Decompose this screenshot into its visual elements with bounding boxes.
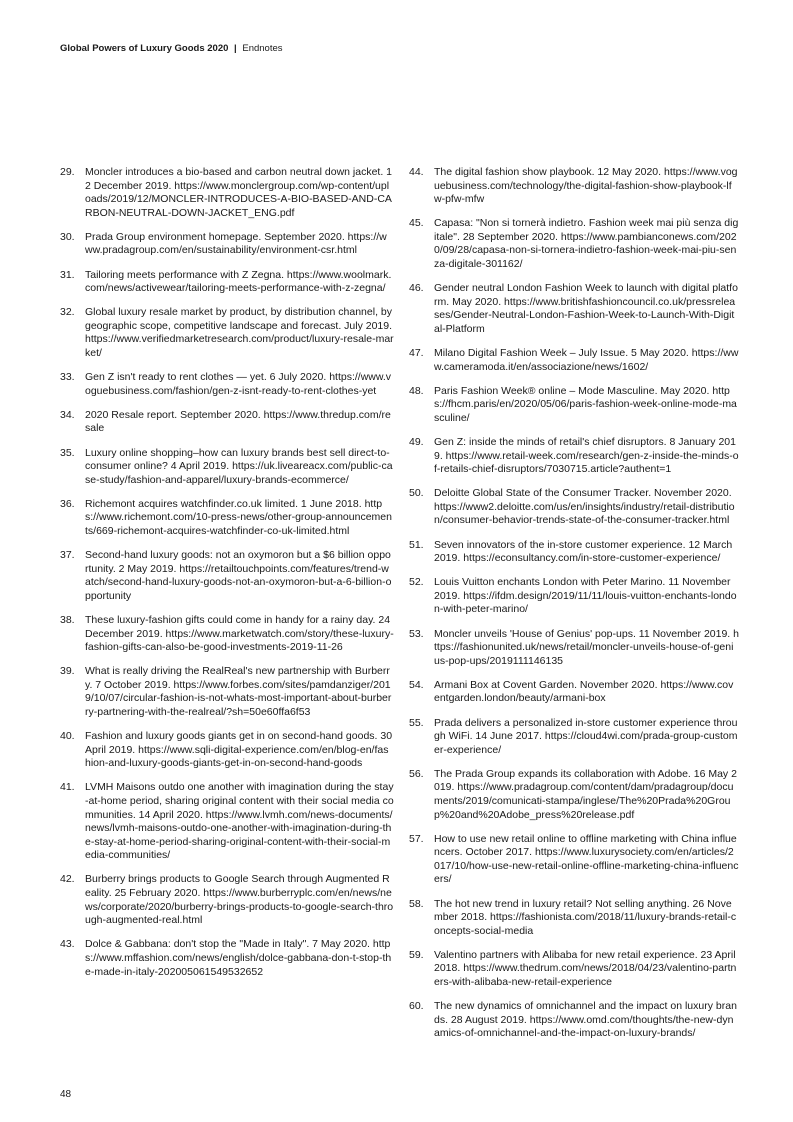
endnote-text: Seven innovators of the in-store customer experience. 12 March 2019. https://econsultancy.com/in-store-customer-experience/ <box>434 538 733 565</box>
endnote-number: 55. <box>409 716 424 729</box>
endnote-item <box>409 385 739 426</box>
endnote-number: 42. <box>60 873 75 886</box>
endnote-item <box>409 833 739 887</box>
endnote-number: 46. <box>409 282 424 295</box>
endnote-item <box>60 498 394 539</box>
endnote-item <box>60 549 394 603</box>
endnote-item <box>60 306 394 360</box>
endnote-number: 57. <box>409 832 424 845</box>
endnote-item <box>409 628 739 669</box>
endnote-item <box>409 436 739 477</box>
endnote-number: 36. <box>60 497 75 510</box>
endnote-item <box>60 231 394 258</box>
endnote-number: 52. <box>409 576 424 589</box>
endnote-number: 37. <box>60 549 75 562</box>
endnote-number: 53. <box>409 627 424 640</box>
endnotes-left-column <box>60 166 394 990</box>
endnote-item <box>409 217 739 271</box>
endnote-number: 58. <box>409 897 424 910</box>
endnote-text: The new dynamics of omnichannel and the impact on luxury brands. 28 August 2019. https://www.omd.com/thoughts/the-new-dynamics-of-omnichannel-and-the-impact-on-luxury-brands/ <box>434 1000 737 1040</box>
endnote-number: 29. <box>60 166 75 178</box>
endnote-item <box>409 1000 739 1041</box>
endnote-number: 54. <box>409 678 424 691</box>
endnote-text: The Prada Group expands its collaboration with Adobe. 16 May 2019. https://www.pradagroup.com/content/dam/pradagroup/documents/2019/comunicati-stampa/inglese/The%20Prada%20Group%20and%20Adobe_press%20release.pdf <box>434 767 737 821</box>
endnote-text: The digital fashion show playbook. 12 May 2020. https://www.voguebusiness.com/technology/the-digital-fashion-show-playbook-lfw-pfw-mfw <box>434 166 738 206</box>
endnote-number: 50. <box>409 487 424 500</box>
endnote-item <box>60 269 394 296</box>
endnote-text: These luxury-fashion gifts could come in handy for a rainy day. 24 December 2019. https://www.marketwatch.com/story/these-luxury-fashion-gifts-can-also-be-good-investments-2019-11-26 <box>85 613 394 654</box>
endnote-item <box>409 487 739 528</box>
report-title: Global Powers of Luxury Goods 2020 <box>60 43 229 54</box>
endnote-text: Global luxury resale market by product, by distribution channel, by geographic scope, competitive landscape and forecast. July 2019. https://www.verifiedmarketresearch.com/product/luxury-resale-market/ <box>85 306 394 360</box>
endnote-text: Gen Z isn't ready to rent clothes — yet. 6 July 2020. https://www.voguebusiness.com/fashion/gen-z-isnt-ready-to-rent-clothes-yet <box>85 371 392 397</box>
endnote-text: Gender neutral London Fashion Week to launch with digital platform. May 2020. https://www.britishfashioncouncil.co.uk/pressreleases/Gender-Neutral-London-Fashion-Week-to-Launch-With-Digital-Platform <box>434 282 738 335</box>
endnote-number: 30. <box>60 230 75 243</box>
endnotes-right-column <box>409 166 739 1051</box>
endnote-text: Paris Fashion Week® online – Mode Masculine. May 2020. https://fhcm.paris/en/2020/05/06/paris-fashion-week-online-mode-masculine/ <box>434 384 737 424</box>
endnote-number: 44. <box>409 166 424 178</box>
endnote-item <box>60 409 394 436</box>
endnote-text: 2020 Resale report. September 2020. https://www.thredup.com/resale <box>85 408 391 435</box>
endnote-item <box>60 665 394 719</box>
endnote-item <box>60 730 394 771</box>
endnote-number: 60. <box>409 1000 424 1013</box>
endnote-text: Fashion and luxury goods giants get in on second-hand goods. 30 April 2019. https://www.sqli-digital-experience.com/en/blog-en/fashion-and-luxury-goods-giants-get-in-on-second-hand-goods <box>85 730 393 770</box>
endnote-number: 56. <box>409 767 424 780</box>
endnote-item <box>409 717 739 758</box>
endnote-item <box>60 447 394 488</box>
endnote-item <box>60 614 394 655</box>
endnote-item <box>409 576 739 617</box>
endnote-number: 32. <box>60 306 75 319</box>
endnote-item <box>409 347 739 374</box>
endnote-text: Burberry brings products to Google Search through Augmented Reality. 25 February 2020. https://www.burberryplc.com/en/news/news/corporate/2020/burberry-brings-products-to-google-search-through-augmented-real.html <box>85 873 394 927</box>
endnote-number: 59. <box>409 948 424 961</box>
endnote-item <box>409 282 739 336</box>
endnote-text: Deloitte Global State of the Consumer Tracker. November 2020. https://www2.deloitte.com/us/en/insights/industry/retail-distribution/consumer-behavior-trends-state-of-the-consumer-tracker.html <box>434 487 735 527</box>
endnote-number: 35. <box>60 446 75 459</box>
endnote-item <box>409 898 739 939</box>
endnote-text: Louis Vuitton enchants London with Peter Marino. 11 November 2019. https://ifdm.design/2019/11/11/louis-vuitton-enchants-london-with-peter-marino/ <box>434 576 737 616</box>
endnote-number: 38. <box>60 613 75 626</box>
endnote-text: Gen Z: inside the minds of retail's chief disruptors. 8 January 2019. https://www.retail-week.com/research/gen-z-inside-the-minds-of-retails-chief-disruptors/7030715.article?authent=1 <box>434 436 739 476</box>
endnote-text: Tailoring meets performance with Z Zegna. https://www.woolmark.com/news/activewear/tailoring-meets-performance-with-z-zegna/ <box>85 268 392 295</box>
endnote-item <box>60 371 394 398</box>
endnote-text: Moncler unveils 'House of Genius' pop-ups. 11 November 2019. https://fashionunited.uk/news/retail/moncler-unveils-house-of-genius-pop-ups/2019111146135 <box>434 627 739 667</box>
endnote-number: 45. <box>409 217 424 230</box>
endnote-item <box>60 781 394 863</box>
endnote-item <box>409 949 739 990</box>
endnote-text: Prada delivers a personalized in-store customer experience through WiFi. 14 June 2017. https://cloud4wi.com/prada-group-customer-experience/ <box>434 716 738 756</box>
endnote-item <box>409 768 739 822</box>
endnote-text: Armani Box at Covent Garden. November 2020. https://www.coventgarden.london/beauty/armani-box <box>434 678 734 705</box>
endnote-item <box>60 938 394 979</box>
endnote-number: 31. <box>60 268 75 281</box>
endnote-text: The hot new trend in luxury retail? Not selling anything. 26 November 2018. https://fashionista.com/2018/11/luxury-brands-retail-concepts-social-media <box>434 897 737 937</box>
endnote-number: 43. <box>60 938 75 951</box>
endnote-number: 47. <box>409 347 424 360</box>
page-number: 48 <box>60 1089 72 1100</box>
endnote-number: 41. <box>60 781 75 794</box>
section-title: Endnotes <box>242 43 283 54</box>
endnote-item <box>409 679 739 706</box>
endnote-number: 39. <box>60 665 75 678</box>
endnote-item <box>409 539 739 566</box>
endnote-number: 33. <box>60 371 75 384</box>
endnote-text: Luxury online shopping–how can luxury brands best sell direct-to-consumer online? 4 April 2019. https://uk.liveareacx.com/public-case-study/fashion-and-apparel/luxury-brands-ecommerce/ <box>85 446 393 486</box>
endnote-text: What is really driving the RealReal's new partnership with Burberry. 7 October 2019. https://www.forbes.com/sites/pamdanziger/2019/10/07/circular-fashion-is-not-whats-most-important-about-burberry-partnering-with-the-realreal/?sh=50e60ffa6f53 <box>85 665 392 718</box>
endnote-item <box>60 873 394 927</box>
endnote-text: Moncler introduces a bio-based and carbon neutral down jacket. 12 December 2019. https://www.monclergroup.com/wp-content/uploads/2019/12/MONCLER-INTRODUCES-A-BIO-BASED-AND-CARBON-NEUTRAL-DOWN-JACKET_ENG.pdf <box>85 166 393 219</box>
endnote-text: Prada Group environment homepage. September 2020. https://www.pradagroup.com/en/sustainability/environment-csr.html <box>85 230 387 257</box>
endnote-number: 51. <box>409 538 424 551</box>
endnote-text: Milano Digital Fashion Week – July Issue. 5 May 2020. https://www.cameramoda.it/en/associazione/news/1602/ <box>434 347 739 373</box>
endnote-number: 48. <box>409 384 424 397</box>
endnote-text: Richemont acquires watchfinder.co.uk limited. 1 June 2018. https://www.richemont.com/10-press-news/other-group-announcements/669-richemont-acquires-watchfinder-co-uk-limited.html <box>85 497 392 537</box>
endnote-text: Dolce & Gabbana: don't stop the "Made in Italy". 7 May 2020. https://www.mffashion.com/news/english/dolce-gabbana-don-t-stop-the-made-in-italy-202005061549532652 <box>85 938 392 978</box>
endnote-item <box>60 166 394 220</box>
endnote-item <box>409 166 739 207</box>
endnote-number: 49. <box>409 436 424 448</box>
endnote-text: LVMH Maisons outdo one another with imagination during the stay-at-home period, sharing original content with their social media communities. 14 April 2020. https://www.lvmh.com/news-documents/news/lvmh-maisons-outdo-one-another-with-imagination-during-the-stay-at-home-period-sharing-original-content-with-their-social-media-communities/ <box>85 781 394 862</box>
endnote-text: How to use new retail online to offline marketing with China influencers. October 2017. https://www.luxurysociety.com/en/articles/2017/10/how-use-new-retail-online-offline-marketing-china-influencers/ <box>434 832 739 886</box>
endnote-number: 40. <box>60 730 75 743</box>
endnote-text: Second-hand luxury goods: not an oxymoron but a $6 billion opportunity. 2 May 2019. https://retailtouchpoints.com/features/trend-watch/second-hand-luxury-goods-not-an-oxymoron-but-a-6-billion-opportunity <box>85 549 392 602</box>
page-header <box>60 43 283 54</box>
endnote-text: Valentino partners with Alibaba for new retail experience. 23 April 2018. https://www.thedrum.com/news/2018/04/23/valentino-partners-with-alibaba-new-retail-experience <box>434 948 737 988</box>
endnote-number: 34. <box>60 408 75 421</box>
endnote-text: Capasa: "Non si tornerà indietro. Fashion week mai più senza digitale". 28 September 2020. https://www.pambianconews.com/2020/09/28/capasa-non-si-tornera-indietro-fashion-week-mai-piu-senza-digitale-301162/ <box>434 217 739 271</box>
header-separator: | <box>234 43 237 54</box>
